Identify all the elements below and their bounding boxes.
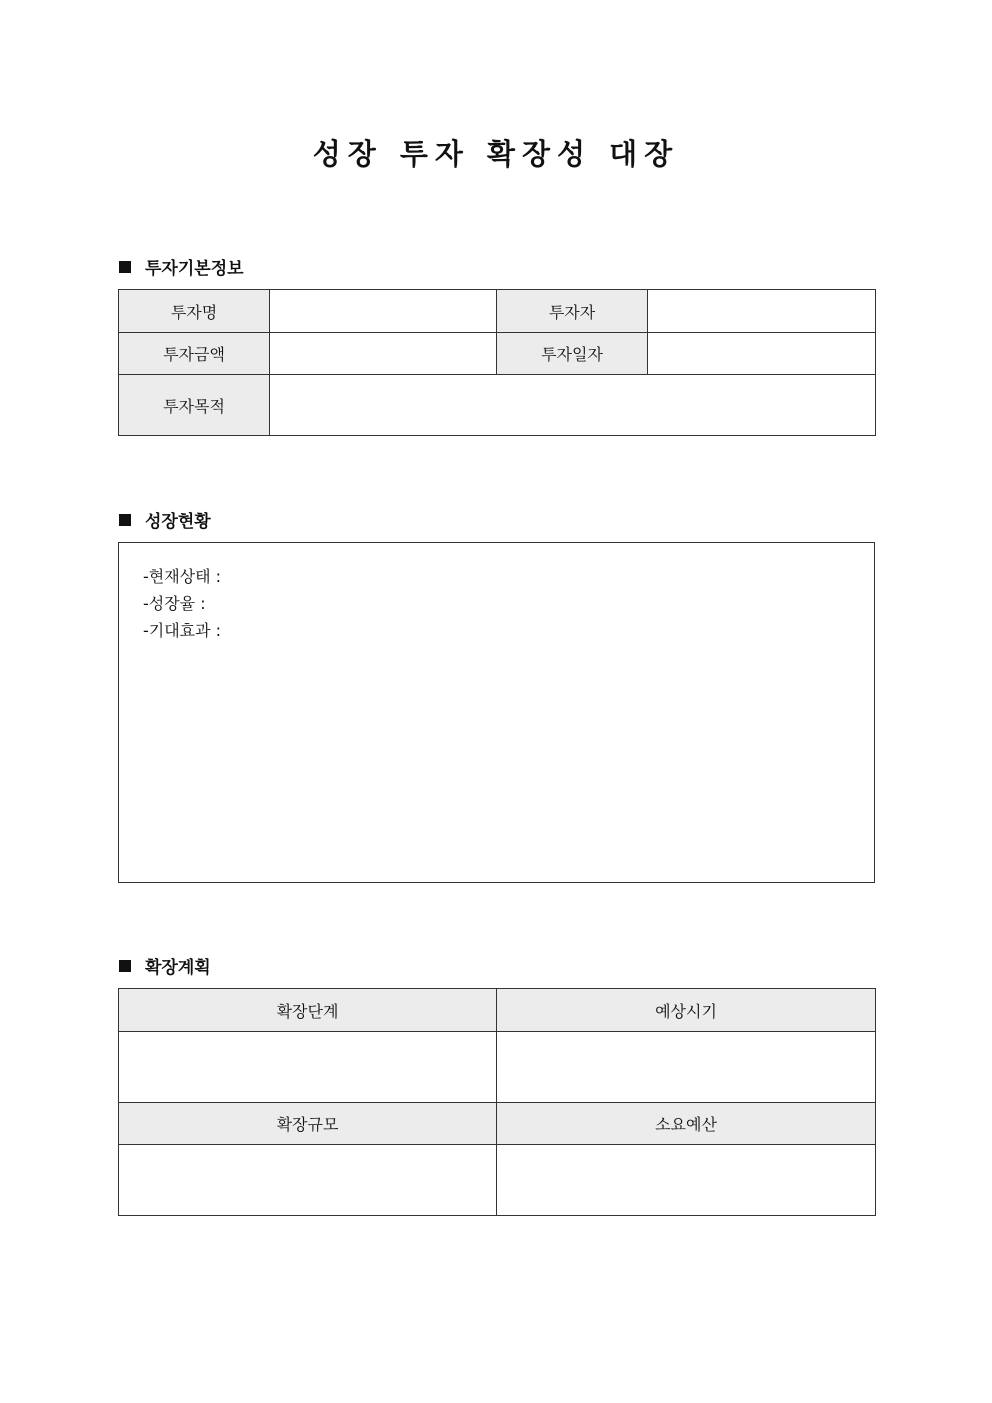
field-expansion-scale[interactable] (119, 1145, 497, 1216)
status-line-expected-effect: -기대효과 : (143, 621, 222, 640)
status-line-growth-rate: -성장율 : (143, 594, 206, 613)
field-expansion-stage[interactable] (119, 1032, 497, 1103)
status-line-current: -현재상태 : (143, 567, 222, 586)
field-investor[interactable] (648, 290, 876, 333)
section-heading-label: 확장계획 (145, 958, 211, 978)
section-heading-label: 성장현황 (145, 512, 211, 532)
field-expected-timing[interactable] (497, 1032, 876, 1103)
label-investment-name: 투자명 (119, 290, 270, 333)
table-row (119, 1103, 876, 1145)
expansion-plan-table (118, 988, 876, 1216)
table-row (119, 290, 876, 333)
square-bullet-icon (119, 960, 131, 972)
table-row (119, 375, 876, 436)
document-title: 성장 투자 확장성 대장 (312, 137, 680, 171)
growth-status-lines (143, 563, 221, 644)
section-heading-basic-info (119, 254, 244, 279)
label-expansion-scale: 확장규모 (119, 1103, 497, 1145)
growth-status-box[interactable] (118, 542, 875, 883)
table-row (119, 989, 876, 1032)
label-expected-timing: 예상시기 (497, 989, 876, 1032)
field-investment-amount[interactable] (270, 333, 497, 375)
table-row (119, 333, 876, 375)
table-row (119, 1145, 876, 1216)
section-heading-label: 투자기본정보 (145, 259, 244, 279)
square-bullet-icon (119, 261, 131, 273)
table-row (119, 1032, 876, 1103)
field-required-budget[interactable] (497, 1145, 876, 1216)
label-investment-amount: 투자금액 (119, 333, 270, 375)
field-investment-name[interactable] (270, 290, 497, 333)
square-bullet-icon (119, 514, 131, 526)
basic-info-table (118, 289, 876, 436)
label-expansion-stage: 확장단계 (119, 989, 497, 1032)
field-investment-date[interactable] (648, 333, 876, 375)
section-heading-expansion-plan (119, 953, 211, 978)
field-investment-purpose[interactable] (270, 375, 876, 436)
label-investment-date: 투자일자 (497, 333, 648, 375)
label-required-budget: 소요예산 (497, 1103, 876, 1145)
label-investor: 투자자 (497, 290, 648, 333)
section-heading-growth-status (119, 507, 211, 532)
label-investment-purpose: 투자목적 (119, 375, 270, 436)
